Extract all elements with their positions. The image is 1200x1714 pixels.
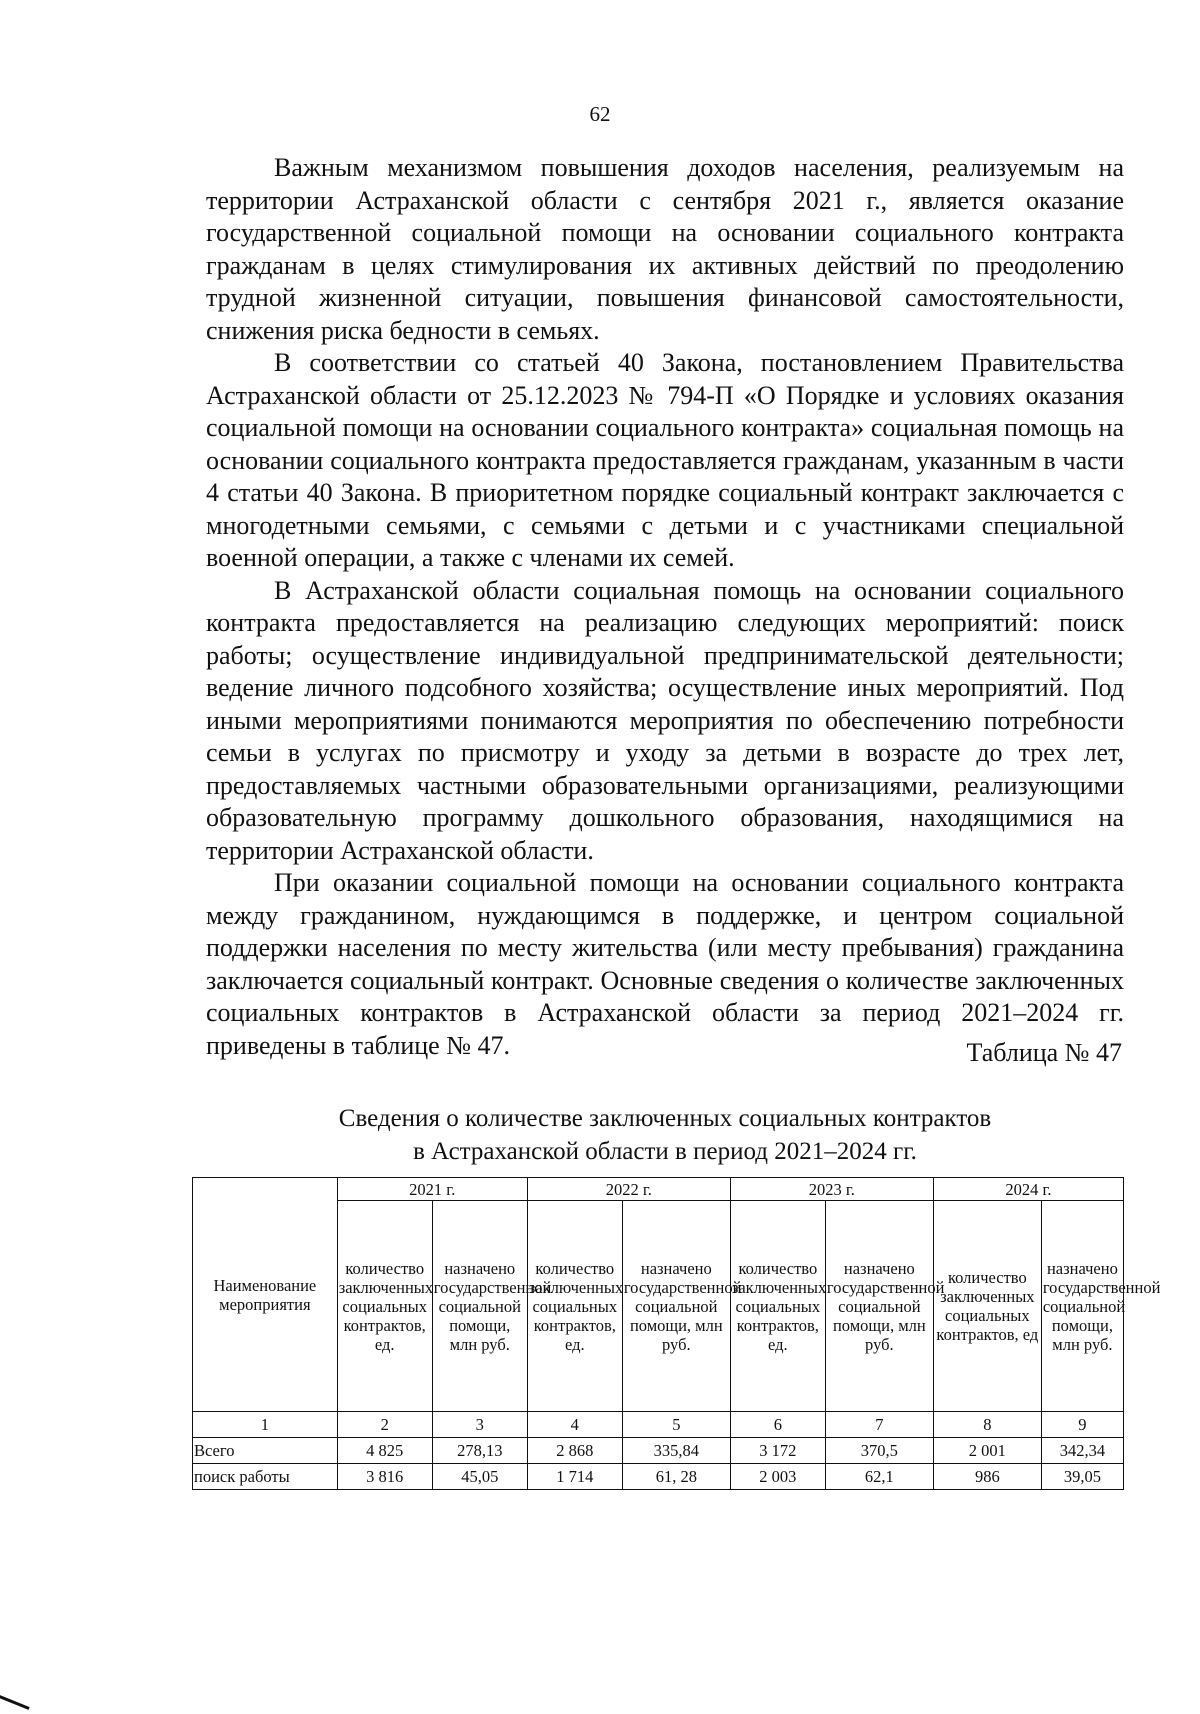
header-contracts-2022: количество заключенных социальных контрактов, ед.: [527, 1201, 622, 1412]
header-assistance-2022: назначено государственной социальной помощи, млн руб.: [622, 1201, 730, 1412]
scan-edge-mark: [0, 1692, 30, 1710]
header-event-name: Наименование мероприятия: [193, 1178, 338, 1412]
table-cell: 3 172: [730, 1438, 825, 1464]
header-assistance-2023: назначено государственной социальной помощи, млн руб.: [825, 1201, 933, 1412]
body-text: [206, 152, 1124, 1062]
table-cell: 2 868: [527, 1438, 622, 1464]
table-title-line-1: Сведения о количестве заключенных социальных контрактов: [338, 1105, 992, 1132]
column-number: 1: [193, 1412, 338, 1438]
column-number: 8: [933, 1412, 1041, 1438]
table-cell: 335,84: [622, 1438, 730, 1464]
paragraph-3: В Астраханской области социальная помощь на основании социального контракта предоставляется на реализацию следующих мероприятий: поиск работы; осуществление индивидуальной предпринимательской деятельности; ведение личного подсобного хозяйства; осуществление иных мероприятий. Под иными мероприятиями понимаются мероприятия по обеспечению потребности семьи в услугах по присмотру и уходу за детьми в возрасте до трех лет, предоставляемых частными образовательными организациями, реализующими образовательную программу дошкольного образования, находящимися на территории Астраханской области.: [206, 575, 1124, 865]
row-name: Всего: [193, 1438, 338, 1464]
column-number: 7: [825, 1412, 933, 1438]
table-cell: 62,1: [825, 1464, 933, 1490]
header-assistance-2021: назначено государственной социальной помощи, млн руб.: [432, 1201, 527, 1412]
column-number: 3: [432, 1412, 527, 1438]
table-cell: 986: [933, 1464, 1041, 1490]
table-cell: 342,34: [1041, 1438, 1123, 1464]
page-number: 62: [589, 102, 611, 126]
header-contracts-2024: количество заключенных социальных контрактов, ед: [933, 1201, 1041, 1412]
column-number: 4: [527, 1412, 622, 1438]
paragraph-4: При оказании социальной помощи на основании социального контракта между гражданином, нуждающимся в поддержке, и центром социальной поддержки населения по месту жительства (или месту пребывания) гражданина заключается социальный контракт. Основные сведения о количестве заключенных социальных контрактов в Астраханской области за период 2021–2024 гг. приведены в таблице № 47.: [206, 868, 1124, 1060]
column-number: 2: [337, 1412, 432, 1438]
contracts-table: [192, 1177, 1161, 1490]
header-year-2021: 2021 г.: [337, 1178, 527, 1201]
column-number: 9: [1041, 1412, 1123, 1438]
header-contracts-2023: количество заключенных социальных контрактов, ед.: [730, 1201, 825, 1412]
table-cell: 61, 28: [622, 1464, 730, 1490]
header-year-2024: 2024 г.: [933, 1178, 1123, 1201]
table-cell: 39,05: [1041, 1464, 1123, 1490]
table-label: Таблица № 47: [966, 1038, 1122, 1067]
column-numbers-row: [193, 1412, 1124, 1438]
header-year-2023: 2023 г.: [730, 1178, 933, 1201]
table-cell: 370,5: [825, 1438, 933, 1464]
paragraph-1: Важным механизмом повышения доходов населения, реализуемым на территории Астраханской области с сентября 2021 г., является оказание государственной социальной помощи на основании социального контракта гражданам в целях стимулирования их активных действий по преодолению трудной жизненной ситуации, повышения финансовой самостоятельности, снижения риска бедности в семьях.: [206, 153, 1124, 345]
paragraph-2: В соответствии со статьей 40 Закона, постановлением Правительства Астраханской области от 25.12.2023 № 794-П «О Порядке и условиях оказания социальной помощи на основании социального контракта» социальная помощь на основании социального контракта предоставляется гражданам, указанным в части 4 статьи 40 Закона. В приоритетном порядке социальный контракт заключается с многодетными семьями, с семьями с детьми и с участниками специальной военной операции, а также с членами их семей.: [206, 348, 1124, 572]
table-cell: 2 001: [933, 1438, 1041, 1464]
table-cell: 278,13: [432, 1438, 527, 1464]
table-title-line-2: в Астраханской области в период 2021–2024 гг.: [413, 1138, 917, 1165]
table-cell: 4 825: [337, 1438, 432, 1464]
header-contracts-2021: количество заключенных социальных контрактов, ед.: [337, 1201, 432, 1412]
table-row: [193, 1438, 1124, 1464]
header-year-2022: 2022 г.: [527, 1178, 730, 1201]
table-title: [206, 1102, 1124, 1168]
table-row: [193, 1464, 1124, 1490]
header-assistance-2024: назначено государственной социальной помощи, млн руб.: [1041, 1201, 1123, 1412]
column-number: 6: [730, 1412, 825, 1438]
row-name: поиск работы: [193, 1464, 338, 1490]
table-cell: 3 816: [337, 1464, 432, 1490]
table-cell: 2 003: [730, 1464, 825, 1490]
table-cell: 45,05: [432, 1464, 527, 1490]
column-number: 5: [622, 1412, 730, 1438]
table-cell: 1 714: [527, 1464, 622, 1490]
